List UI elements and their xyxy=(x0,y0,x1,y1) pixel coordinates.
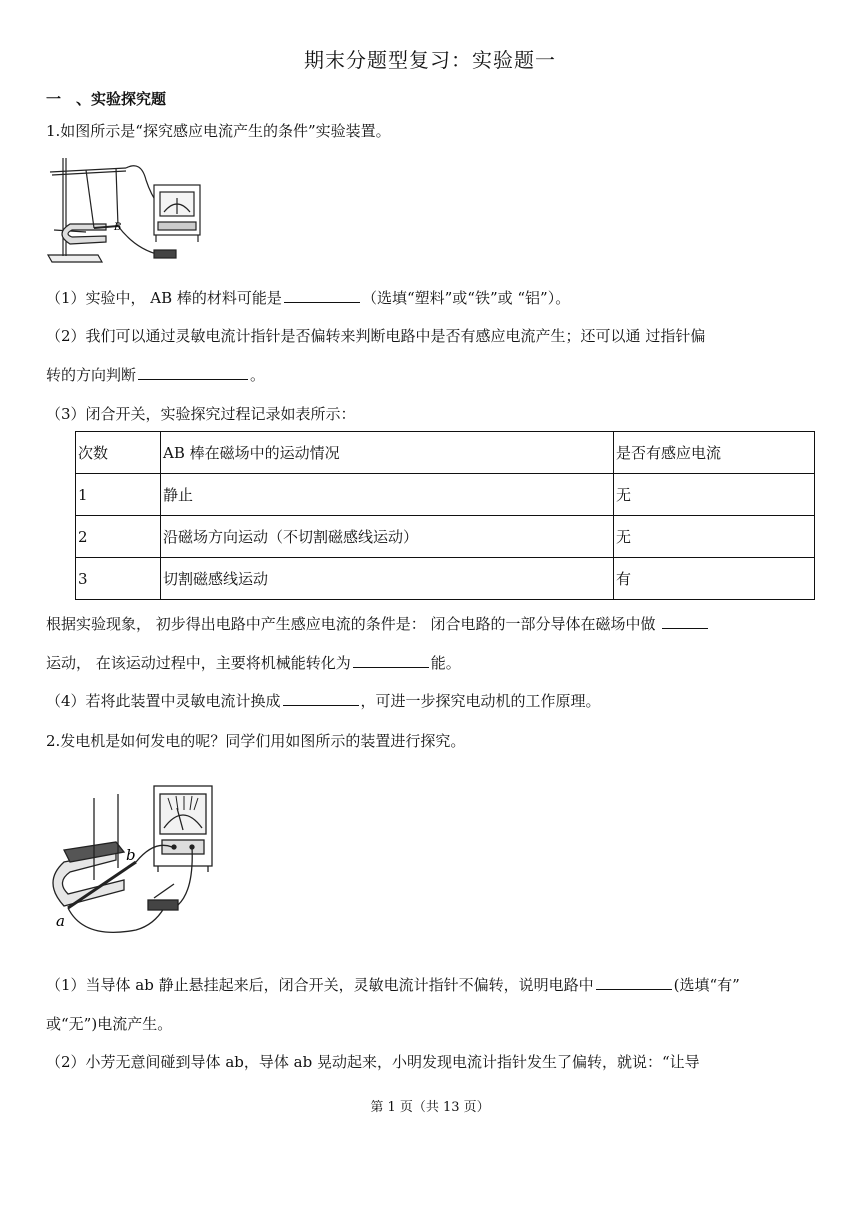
q1-part1 xyxy=(46,288,570,308)
table-cell: 有 xyxy=(614,558,815,600)
q2-generator-figure xyxy=(44,780,224,940)
q1-apparatus-figure xyxy=(46,150,216,270)
q2-stem: 2.发电机是如何发电的呢？同学们用如图所示的装置进行探究。 xyxy=(46,732,466,750)
q1-part4-text: （4）若将此装置中灵敏电流计换成 xyxy=(46,692,281,710)
answer-blank[interactable] xyxy=(138,365,248,380)
q1-part2-text: 转的方向判断 xyxy=(46,366,137,384)
answer-blank[interactable] xyxy=(283,691,359,706)
experiment-record-table xyxy=(75,431,815,600)
q1-conclusion-text2: 运动， 在该运动过程中，主要将机械能转化为 xyxy=(46,654,351,672)
page-footer: 第 1 页（共 13 页） xyxy=(370,1100,490,1115)
q1-figure-label-b: B xyxy=(114,222,122,233)
q2-part2: （2）小芳无意间碰到导体 ab，导体 ab 晃动起来，小明发现电流计指针发生了偏转，就说：“让导 xyxy=(46,1053,700,1071)
table-row xyxy=(76,474,815,516)
q1-part2-line2 xyxy=(46,365,265,385)
answer-blank[interactable] xyxy=(662,614,708,629)
table-cell: 静止 xyxy=(161,474,614,516)
table-cell: 无 xyxy=(614,474,815,516)
q1-conclusion-end: 能。 xyxy=(430,654,461,672)
q1-part2-line1: （2）我们可以通过灵敏电流计指针是否偏转来判断电路中是否有感应电流产生；还可以通 过指针偏 xyxy=(46,327,706,345)
table-header-row xyxy=(76,432,815,474)
q1-stem: 1.如图所示是“探究感应电流产生的条件”实验装置。 xyxy=(46,122,391,140)
q1-conclusion-text: 根据实验现象， 初步得出电路中产生感应电流的条件是： 闭合电路的一部分导体在磁场中做 xyxy=(46,615,656,633)
q2-part1-line2: 或“无”)电流产生。 xyxy=(46,1015,173,1033)
table-cell: 切割磁感线运动 xyxy=(161,558,614,600)
table-row xyxy=(76,558,815,600)
q2-label-b: b xyxy=(126,846,136,864)
table-header-cell: 是否有感应电流 xyxy=(614,432,815,474)
answer-blank[interactable] xyxy=(284,288,360,303)
page-title: 期末分题型复习：实验题一 xyxy=(304,48,556,72)
q2-part1-text: （1）当导体 ab 静止悬挂起来后，闭合开关，灵敏电流计指针不偏转，说明电路中 xyxy=(46,976,594,994)
q2-label-a: a xyxy=(56,912,65,930)
q2-part1-line1 xyxy=(46,975,740,995)
q1-part2-end: 。 xyxy=(250,366,266,384)
q1-conclusion-line2 xyxy=(46,653,461,673)
q1-part4 xyxy=(46,691,601,711)
table-cell: 3 xyxy=(76,558,161,600)
table-cell: 1 xyxy=(76,474,161,516)
q1-part1-text: （1）实验中， AB 棒的材料可能是 xyxy=(46,289,282,307)
q1-part1-options: （选填“塑料”或“铁”或 “铝”）。 xyxy=(361,289,571,307)
table-header-cell: AB 棒在磁场中的运动情况 xyxy=(161,432,614,474)
section-heading: 一 、实验探究题 xyxy=(46,90,167,108)
q2-part1-options: (选填“有” xyxy=(673,976,740,994)
answer-blank[interactable] xyxy=(353,653,429,668)
q1-part4-end: ，可进一步探究电动机的工作原理。 xyxy=(360,692,601,710)
table-cell: 2 xyxy=(76,516,161,558)
table-cell: 无 xyxy=(614,516,815,558)
table-header-cell: 次数 xyxy=(76,432,161,474)
table-row xyxy=(76,516,815,558)
q1-part3: （3）闭合开关，实验探究过程记录如表所示： xyxy=(46,405,356,423)
answer-blank[interactable] xyxy=(596,975,672,990)
table-cell: 沿磁场方向运动（不切割磁感线运动） xyxy=(161,516,614,558)
q1-conclusion-line1 xyxy=(46,614,710,634)
